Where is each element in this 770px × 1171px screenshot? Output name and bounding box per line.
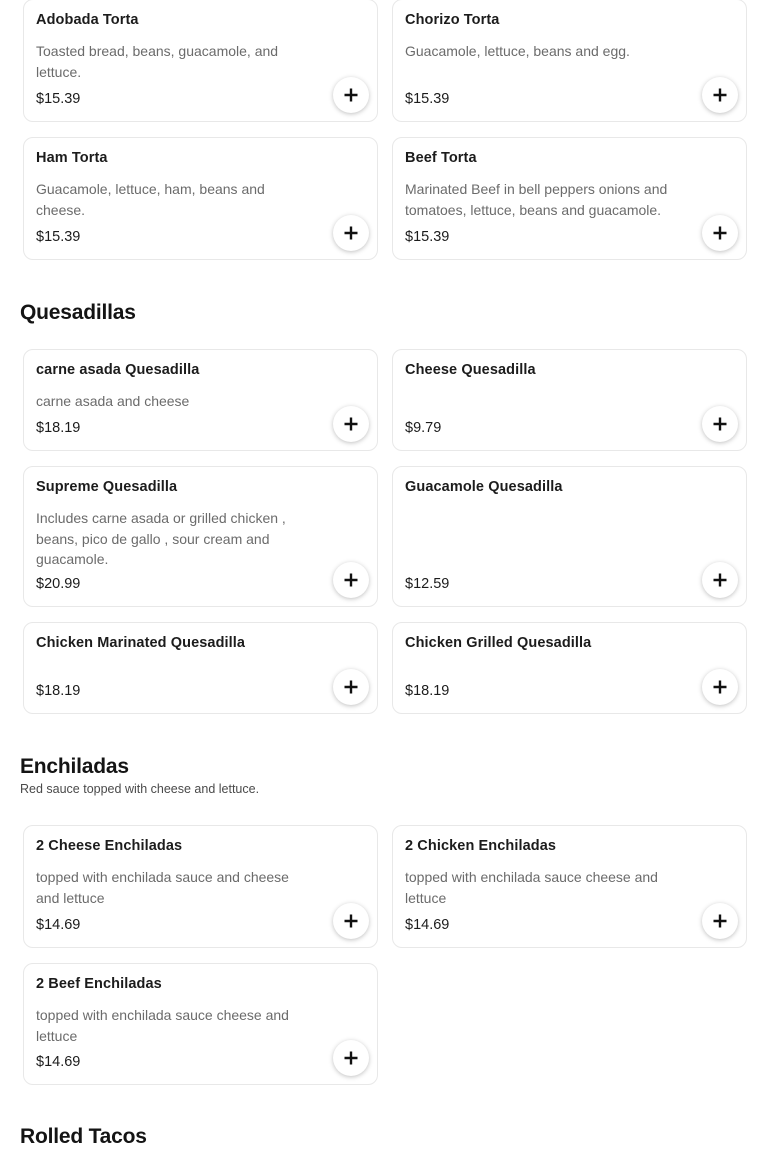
item-price: $15.39 (36, 91, 81, 107)
item-description: Toasted bread, beans, guacamole, and lettuce. (36, 43, 279, 80)
section-title-enchiladas: Enchiladas (20, 755, 129, 778)
add-to-cart-button[interactable] (702, 406, 738, 442)
plus-icon (712, 572, 728, 588)
item-name: 2 Chicken Enchiladas (405, 838, 557, 854)
add-to-cart-button[interactable] (333, 903, 369, 939)
add-to-cart-button[interactable] (702, 562, 738, 598)
plus-icon (712, 416, 728, 432)
item-price: $15.39 (405, 91, 450, 107)
add-to-cart-button[interactable] (333, 669, 369, 705)
add-to-cart-button[interactable] (702, 669, 738, 705)
item-name: carne asada Quesadilla (36, 362, 200, 378)
item-name: Chicken Marinated Quesadilla (36, 635, 246, 651)
item-description: topped with enchilada sauce cheese and lettuce (36, 1007, 289, 1044)
menu-item-card[interactable] (392, 466, 747, 607)
item-description: topped with enchilada sauce and cheese and lettuce (36, 869, 289, 906)
item-name: Cheese Quesadilla (405, 362, 536, 378)
item-price: $15.39 (36, 229, 81, 245)
section-title-rolled-tacos: Rolled Tacos (20, 1125, 147, 1148)
menu-item-card[interactable] (23, 622, 378, 714)
plus-icon (712, 679, 728, 695)
item-price: $18.19 (36, 683, 81, 699)
menu-item-card[interactable] (23, 466, 378, 607)
item-price: $18.19 (36, 420, 81, 436)
plus-icon (343, 416, 359, 432)
item-description: Guacamole, lettuce, beans and egg. (405, 43, 630, 59)
item-price: $14.69 (36, 917, 81, 933)
add-to-cart-button[interactable] (333, 77, 369, 113)
menu-item-card[interactable] (392, 349, 747, 451)
item-name: Ham Torta (36, 150, 108, 166)
item-price: $15.39 (405, 229, 450, 245)
item-name: 2 Beef Enchiladas (36, 976, 162, 992)
item-description: Marinated Beef in bell peppers onions and tomatoes, lettuce, beans and guacamole. (405, 181, 668, 218)
add-to-cart-button[interactable] (333, 215, 369, 251)
plus-icon (712, 913, 728, 929)
item-price: $9.79 (405, 420, 442, 436)
plus-icon (343, 225, 359, 241)
plus-icon (712, 225, 728, 241)
menu-item-card[interactable] (23, 137, 378, 260)
item-price: $14.69 (405, 917, 450, 933)
item-name: Supreme Quesadilla (36, 479, 178, 495)
add-to-cart-button[interactable] (333, 562, 369, 598)
menu-item-card[interactable] (392, 622, 747, 714)
add-to-cart-button[interactable] (702, 903, 738, 939)
add-to-cart-button[interactable] (702, 77, 738, 113)
item-price: $18.19 (405, 683, 450, 699)
item-name: Beef Torta (405, 150, 477, 166)
item-description: carne asada and cheese (36, 393, 190, 409)
item-description: topped with enchilada sauce cheese and lettuce (405, 869, 658, 906)
menu-item-card[interactable] (392, 0, 747, 122)
section-description: Red sauce topped with cheese and lettuce. (20, 782, 260, 796)
item-description: Guacamole, lettuce, ham, beans and cheese. (36, 181, 265, 218)
plus-icon (343, 679, 359, 695)
item-name: Adobada Torta (36, 12, 139, 28)
section-title-quesadillas: Quesadillas (20, 301, 136, 324)
item-description: Includes carne asada or grilled chicken , beans, pico de gallo , sour cream and guacamole. (36, 510, 286, 567)
item-name: 2 Cheese Enchiladas (36, 838, 183, 854)
plus-icon (343, 1050, 359, 1066)
item-price: $12.59 (405, 576, 450, 592)
item-name: Chorizo Torta (405, 12, 500, 28)
plus-icon (343, 572, 359, 588)
menu-item-card[interactable] (23, 825, 378, 948)
item-name: Guacamole Quesadilla (405, 479, 563, 495)
item-price: $20.99 (36, 576, 81, 592)
add-to-cart-button[interactable] (333, 406, 369, 442)
menu-item-card[interactable] (23, 0, 378, 122)
add-to-cart-button[interactable] (702, 215, 738, 251)
add-to-cart-button[interactable] (333, 1040, 369, 1076)
item-name: Chicken Grilled Quesadilla (405, 635, 592, 651)
plus-icon (343, 913, 359, 929)
item-price: $14.69 (36, 1054, 81, 1070)
menu-item-card[interactable] (23, 963, 378, 1085)
menu-item-card[interactable] (23, 349, 378, 451)
plus-icon (712, 87, 728, 103)
menu-item-card[interactable] (392, 137, 747, 260)
menu-item-card[interactable] (392, 825, 747, 948)
plus-icon (343, 87, 359, 103)
